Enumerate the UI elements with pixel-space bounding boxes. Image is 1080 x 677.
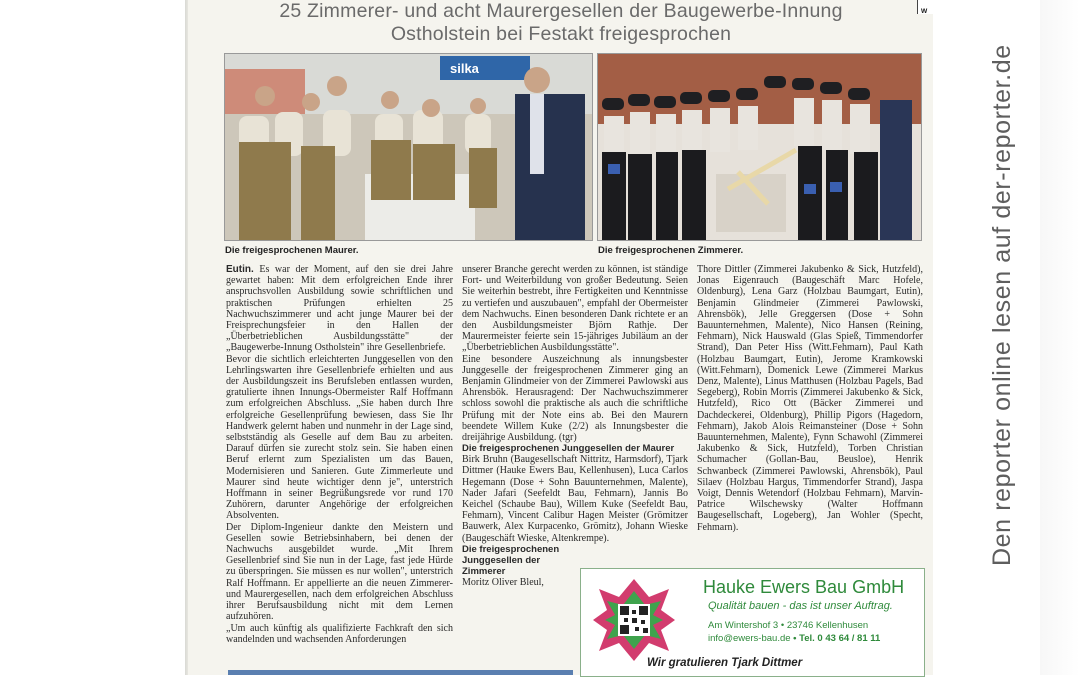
scan-margin	[0, 0, 188, 675]
dateline: Eutin.	[226, 264, 254, 275]
article-paragraph: Bevor die sichtlich erleichterten Junggesellen von den Lehrlingswarten ihre Gesellenbriefe erhielten und aus der Ausbildungszeit ins Berufsleben entlassen wurden, gratulierte ihnen Innungs-Obermeister Ralf Hoffmann zum erfolgreichen Abschluss. „Sie haben durch Ihre erfolgreiche Gesellenprüfung bewiesen, dass Sie Ihr Handwerk gelernt haben und nunmehr in der Lage sind, selbstständig als Geselle auf dem Bau zu arbeiten. Darauf dürfen sie zurecht stolz sein. Sie haben einen Beruf erlernt zum Spezialisten um das Bauen, Modernisieren und Sanieren. Gute Zimmerleute und Maurer sind heute wichtiger denn je", unterstrich Hoffmann in seiner Begrüßungsrede vor rund 170 Zuhörern, darunter Angehörige der erfolgreichen Absolventen.	[226, 353, 453, 522]
photo-zimmerer	[597, 53, 922, 241]
headline-line-2: Ostholstein bei Festakt freigesprochen	[390, 23, 732, 45]
article-paragraph: unserer Branche gerecht werden zu können, ist ständige Fort- und Weiterbildung von großer Bedeutung. Seien Sie weiterhin bestrebt, ihre Fertigkeiten und Kenntnisse zu vertiefen und auszubauen", empfahl der Obermeister dem Nachwuchs. Einen besonderen Dank richtete er an den Ausbildungsmeister Björn Rathje. Der Maurermeister feierte sein 15-jähriges Jubiläum an der „Überbetrieblichen Ausbildungsstätte".	[462, 264, 688, 354]
company-slogan: Qualität bauen - das ist unser Auftrag.	[708, 600, 893, 612]
article-column-2	[462, 264, 688, 588]
company-address: Am Wintershof 3 • 23746 Kellenhusen	[708, 620, 869, 631]
maurer-heading: Die freigesprochenen Junggesellen der Maurer	[462, 443, 675, 455]
corner-tag: w	[917, 0, 933, 14]
headline-line-1: 25 Zimmerer- und acht Maurergesellen der Baugewerbe-Innung	[279, 0, 843, 22]
congratulation-text: Wir gratulieren Tjark Dittmer	[647, 657, 803, 669]
photo-zimmerer-image	[598, 54, 921, 240]
company-email: info@ewers-bau.de	[708, 633, 791, 644]
scan-right-margin	[1040, 0, 1080, 675]
silka-sign: silka	[450, 61, 479, 76]
vertical-promo-text: Den reporter online lesen auf der-reporter.de	[988, 44, 1016, 566]
caption-zimmerer: Die freigesprochenen Zimmerer.	[598, 245, 744, 256]
article-column-1	[226, 264, 453, 645]
zimmerer-heading: Die freigesprochenen Junggesellen der Zimmerer	[462, 543, 560, 577]
zimmerer-list: Thore Dittler (Zimmerei Jakubenko & Sick, Hutzfeld), Jonas Eigenrauch (Baugeschäft Marc Hofele, Oldenburg), Lena Garz (Holzbau Baumgart, Eutin), Benjamin Glindmeier (Zimmerei Pawlowski, Ahrensbök), Jelle Greggersen (Dose + Sohn Bauunternehmen, Malente), Nico Hansen (Reining, Fehmarn), Nick Hauswald (Glas Spieß, Timmendorfer Strand), Dan Peter Hiss (Witt.Fehmarn), Paul Kath (Holzbau Baumgart, Eutin), Jerome Kramkowski (Witt.Fehmarn), Domenick Lewe (Zimmerei Markus Denz, Malente), Linus Matthusen (Holzbau Pagels, Bad Segeberg), Robin Morris (Zimmerei Jakubenko & Sick, Hutzfeld), Rico Ott (Bäcker Zimmerei und Dachdeckerei, Oldenburg), Phillip Pigors (Hagedorn, Fehmarn), Jakob Alois Reimansteiner (Dose + Sohn Bauunternehmen, Malente), Fynn Schawohl (Zimmerei Jakubenko & Sick, Hutzfeld), Torben Christian Schumacher (Gollan-Bau, Beusloe), Henrik Schwanbeck (Zimmerei Pawlowski, Ahrensbök), Paul Silaev (Holzbau Hargus, Timmendorfer Strand), Jaspa Voigt, Dennis Wetendorf (Holzbau Fehmarn), Marvin-Patrice Wilschewsky (Walter Hoffmann Baugesellschaft, Logeberg), Jan Wohler (Specht, Fehmarn).	[697, 264, 923, 533]
photo-maurer	[224, 53, 593, 241]
bottom-color-bar	[228, 670, 573, 675]
photo-maurer-image	[225, 54, 592, 240]
company-contact	[708, 633, 880, 644]
zimmerer-list-start: Moritz Oliver Bleul,	[462, 576, 544, 588]
company-logo-icon	[591, 577, 677, 663]
article-paragraph: „Um auch künftig als qualifizierte Fachkraft den sich wandelnden und wachsenden Anforderungen	[226, 622, 453, 645]
company-phone: • Tel. 0 43 64 / 81 11	[793, 633, 881, 644]
advertisement	[580, 568, 925, 677]
maurer-list: Birk Bruhn (Baugesellschaft Nittritz, Harmsdorf), Tjark Dittmer (Hauke Ewers Bau, Kellenhusen), Luca Carlos Hegemann (Dose + Sohn Bauunternehmen, Malente), Nader Jafari (Seefeldt Bau, Fehmarn), Jannis Bo Keichel (Schaube Bau), Willem Kuke (Seefeldt Bau, Fehmarn), Vincent Calibur Hagen Meister (Grömitzer Bauwerk, Alex Kurpacenko, Grömitz), Johann Wieske (Baugeschäft Wieske, Altenkrempe).	[462, 454, 688, 544]
caption-maurer: Die freigesprochenen Maurer.	[225, 245, 359, 256]
article-paragraph: Der Diplom-Ingenieur dankte den Meistern und Gesellen sowie Betriebsinhabern, bei denen der Nachwuchs ausgebildet wurde. „Mit Ihrem Gesellenbrief sind Sie nun in der Lage, fast jede Hürde zu überspringen. Sie müssen es nur wollen", unterstrich Ralf Hoffmann. Er appellierte an die neuen Zimmerer- und Maurergesellen, nach dem erfolgreichen Abschluss ihrer Berufsausbildung nicht mit dem Lernen aufzuhören.	[226, 521, 453, 623]
company-name: Hauke Ewers Bau GmbH	[703, 577, 905, 597]
article-column-3	[697, 264, 923, 533]
article-paragraph: Eutin. Es war der Moment, auf den sie drei Jahre gewartet haben: Mit dem erfolgreichen Ende ihrer anspruchsvollen Ausbildung sowie schriftlichen und praktischen Prüfungen erhielten 25 Nachwuchszimmerer und acht junge Maurer bei der Freisprechungsfeier in den Hallen der „Überbetrieblichen Ausbildungsstätte" der „Baugewerbe-Innung Ostholstein" ihre Gesellenbriefe.	[226, 264, 453, 354]
article-paragraph: Eine besondere Auszeichnung als innungsbester Junggeselle der freigesprochenen Zimmerer ging an Benjamin Glindmeier von der Zimmerei Pawlowski aus Ahrensbök. Herausragend: Der Nachwuchszimmerer schloss sowohl die praktische als auch die schriftliche Prüfung mit der Note eins ab. Bei den Maurern beendete Willem Kuke (2/2) als Innungsbester die dreijährige Ausbildung. (tgr)	[462, 353, 688, 444]
headline	[196, 0, 926, 46]
